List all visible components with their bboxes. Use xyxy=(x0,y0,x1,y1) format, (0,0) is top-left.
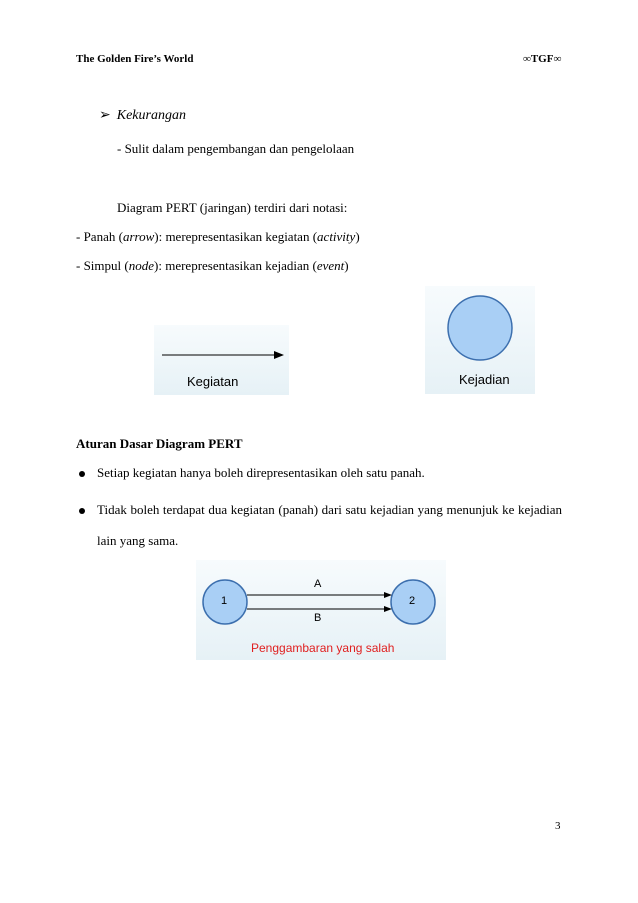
bullet-icon xyxy=(79,471,85,477)
notation-line-node: - Simpul (node): merepresentasikan kejadian (event) xyxy=(76,258,349,273)
wrong-diagram xyxy=(196,560,446,660)
node-1-label: 1 xyxy=(221,595,228,607)
section-title: Kekurangan xyxy=(116,108,186,123)
diagram-caption: Penggambaran yang salah xyxy=(251,641,395,655)
header-right: ∞TGF∞ xyxy=(523,53,562,65)
notation-line-arrow: - Panah (arrow): merepresentasikan kegiatan (activity) xyxy=(76,229,360,244)
node-figure xyxy=(425,286,535,394)
arrow-figure xyxy=(154,325,289,395)
arrow-label: Kegiatan xyxy=(187,374,239,389)
bullet-icon xyxy=(79,508,85,514)
section-point: - Sulit dalam pengembangan dan pengelolaan xyxy=(117,141,355,156)
notation-intro: Diagram PERT (jaringan) terdiri dari notasi: xyxy=(117,200,348,215)
arrow-a-label: A xyxy=(314,578,322,590)
rule-item-2: Tidak boleh terdapat dua kegiatan (panah) dari satu kejadian yang menunjuk ke kejadian xyxy=(97,502,562,517)
page-number: 3 xyxy=(555,820,561,832)
node-label: Kejadian xyxy=(459,372,510,387)
arrow-b-label: B xyxy=(314,612,322,624)
rules-title: Aturan Dasar Diagram PERT xyxy=(76,436,243,451)
arrow-bullet-icon: ➢ xyxy=(99,108,111,123)
node-2-label: 2 xyxy=(409,595,416,607)
rule-item-1: Setiap kegiatan hanya boleh direpresentasikan oleh satu panah. xyxy=(97,465,425,480)
section-heading xyxy=(99,107,186,124)
rule-item-2-continued: lain yang sama. xyxy=(97,533,179,548)
header-left: The Golden Fire’s World xyxy=(76,53,194,65)
